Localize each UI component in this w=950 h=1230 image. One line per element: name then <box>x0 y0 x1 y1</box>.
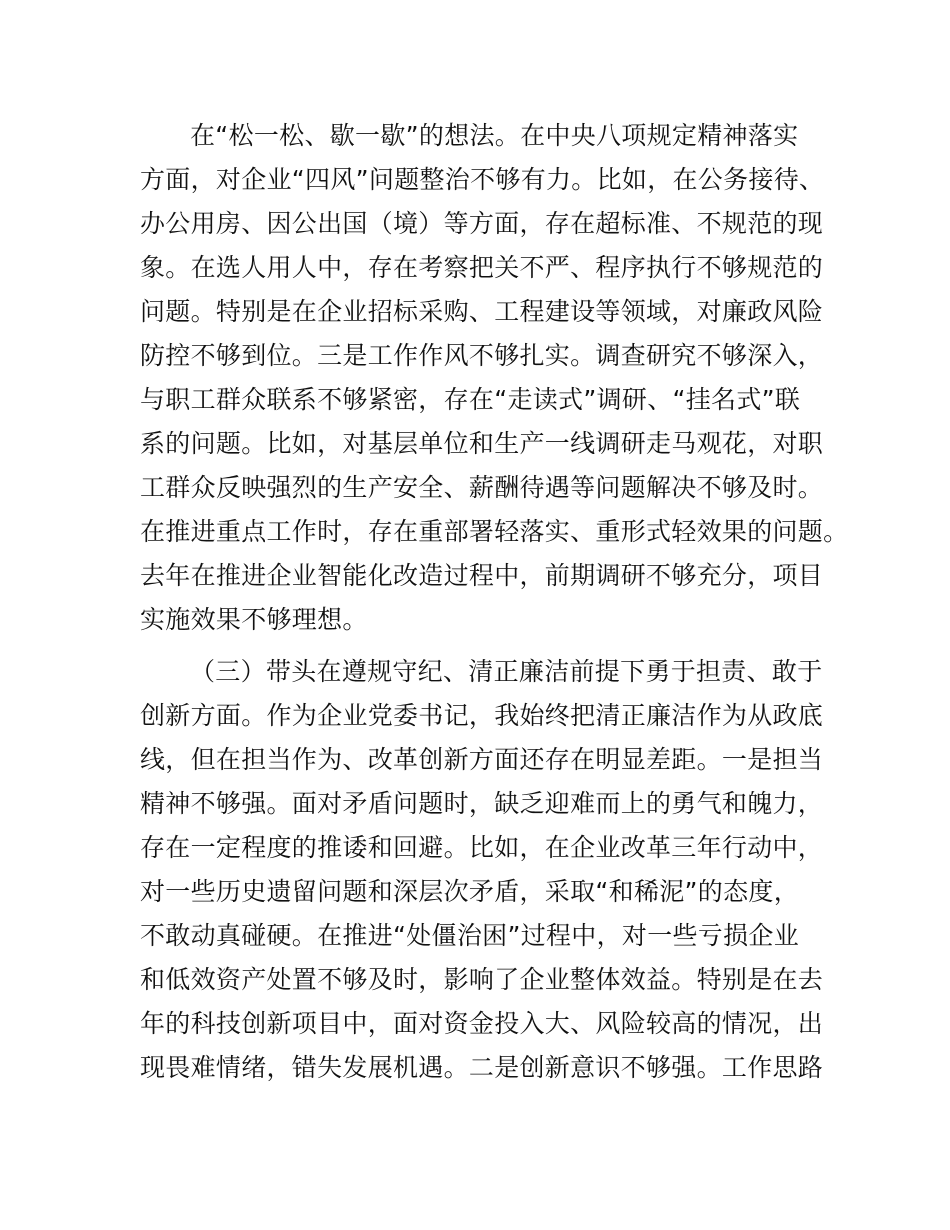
text-line: 对一些历史遗留问题和深层次矛盾，采取“和稀泥”的态度， <box>140 877 800 906</box>
text-line: 在“松一松、歇一歇”的想法。在中央八项规定精神落实 <box>190 121 799 150</box>
text-line: 年的科技创新项目中，面对资金投入大、风险较高的情况，出 <box>140 1009 824 1038</box>
text-line: 防控不够到位。三是工作作风不够扎实。调查研究不够深入， <box>140 341 824 370</box>
text-line: 象。在选人用人中，存在考察把关不严、程序执行不够规范的 <box>140 253 824 282</box>
text-line: 现畏难情绪，错失发展机遇。二是创新意识不够强。工作思路 <box>140 1053 824 1082</box>
text-line: 精神不够强。面对矛盾问题时，缺乏迎难而上的勇气和魄力， <box>140 789 824 818</box>
text-line: 办公用房、因公出国（境）等方面，存在超标准、不规范的现 <box>140 209 824 238</box>
text-line: 和低效资产处置不够及时，影响了企业整体效益。特别是在去 <box>140 965 824 994</box>
text-line: 实施效果不够理想。 <box>140 605 368 634</box>
text-line: 与职工群众联系不够紧密，存在“走读式”调研、“挂名式”联 <box>140 385 801 414</box>
section-heading-line: （三）带头在遵规守纪、清正廉洁前提下勇于担责、敢于 <box>190 657 823 686</box>
text-line: 工群众反映强烈的生产安全、薪酬待遇等问题解决不够及时。 <box>140 473 824 502</box>
text-line: 线，但在担当作为、改革创新方面还存在明显差距。一是担当 <box>140 745 824 774</box>
text-line: 创新方面。作为企业党委书记，我始终把清正廉洁作为从政底 <box>140 701 824 730</box>
text-line: 在推进重点工作时，存在重部署轻落实、重形式轻效果的问题。 <box>140 517 849 546</box>
text-line: 不敢动真碰硬。在推进“处僵治困”过程中，对一些亏损企业 <box>140 921 800 950</box>
text-line: 问题。特别是在企业招标采购、工程建设等领域，对廉政风险 <box>140 297 824 326</box>
text-line: 方面，对企业“四风”问题整治不够有力。比如，在公务接待、 <box>140 165 825 194</box>
text-line: 系的问题。比如，对基层单位和生产一线调研走马观花，对职 <box>140 429 824 458</box>
text-line: 存在一定程度的推诿和回避。比如，在企业改革三年行动中， <box>140 833 824 862</box>
text-line: 去年在推进企业智能化改造过程中，前期调研不够充分，项目 <box>140 561 824 590</box>
